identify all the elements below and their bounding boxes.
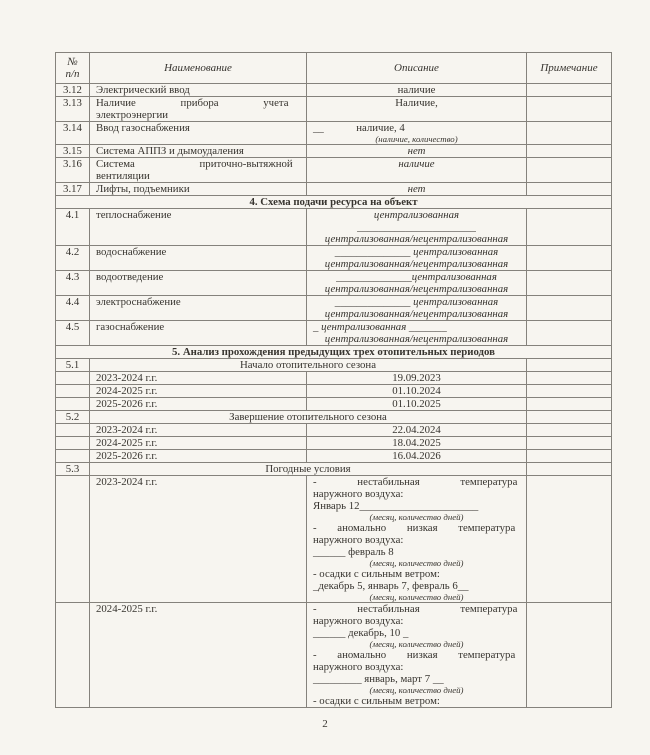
text-line: 16.04.2026 <box>392 450 441 462</box>
text-line: Январь 12______________________ <box>313 500 479 512</box>
name-cell <box>90 437 307 450</box>
text-line: 2023-2024 г.г. <box>96 372 158 384</box>
text-line: наружного воздуха: <box>313 488 404 500</box>
description-cell <box>307 437 527 450</box>
note-cell <box>527 385 612 398</box>
row-number-cell: 5.3 <box>56 463 90 476</box>
text-line: наружного воздуха: <box>313 661 404 673</box>
text-line: ______________ централизованная <box>334 296 499 308</box>
note-cell <box>527 158 612 183</box>
text-line: (месяц, количество дней) <box>369 512 464 522</box>
col-header-description: Описание <box>307 53 527 84</box>
note-cell <box>527 424 612 437</box>
page-number: 2 <box>322 718 328 730</box>
text-line: _________ январь, март 7 __ <box>313 673 444 685</box>
description-cell <box>307 209 527 246</box>
name-cell <box>90 145 307 158</box>
note-cell <box>527 97 612 122</box>
utilities-table <box>55 52 612 708</box>
row-number-cell: 3.13 <box>56 97 90 122</box>
note-cell <box>527 209 612 246</box>
text-line: централизованная/нецентрализованная <box>324 308 509 320</box>
note-cell <box>527 437 612 450</box>
text-line: водоотведение <box>96 271 164 283</box>
description-cell <box>307 603 527 708</box>
table-row <box>56 476 612 603</box>
row-number-cell <box>56 372 90 385</box>
text-line: (месяц, количество дней) <box>369 685 464 695</box>
text-line: нет <box>407 183 426 195</box>
row-number-cell: 4.3 <box>56 271 90 296</box>
description-cell <box>307 476 527 603</box>
subsection-title-cell: Начало отопительного сезона <box>90 359 527 372</box>
text-line: Лифты, подъемники <box>96 183 190 195</box>
description-cell <box>307 158 527 183</box>
table-row <box>56 145 612 158</box>
text-line: централизованная/нецентрализованная <box>324 258 509 270</box>
row-number-cell: 3.17 <box>56 183 90 196</box>
name-cell <box>90 84 307 97</box>
description-cell <box>307 97 527 122</box>
row-number-cell: 4.5 <box>56 321 90 346</box>
text-line: 2024-2025 г.г. <box>96 437 158 449</box>
row-number-cell: 3.14 <box>56 122 90 145</box>
col-header-note: Примечание <box>527 53 612 84</box>
text-line: газоснабжение <box>96 321 165 333</box>
row-number-cell <box>56 424 90 437</box>
note-cell <box>527 359 612 372</box>
text-line: 01.10.2024 <box>392 385 441 397</box>
description-cell <box>307 424 527 437</box>
table-row <box>56 450 612 463</box>
text-line: __ наличие, 4 <box>313 122 405 134</box>
subsection-title-cell: Погодные условия <box>90 463 527 476</box>
text-line: (месяц, количество дней) <box>369 639 464 649</box>
row-number-cell <box>56 603 90 708</box>
text-line: 2025-2026 г.г. <box>96 450 158 462</box>
text-line: Электрический ввод <box>96 84 190 96</box>
text-line: Наличие, <box>395 97 438 109</box>
text-line: - аномально низкая температура <box>313 649 516 661</box>
note-cell <box>527 246 612 271</box>
name-cell <box>90 321 307 346</box>
table-row <box>56 196 612 209</box>
text-line: электроэнергии <box>96 109 169 121</box>
name-cell <box>90 476 307 603</box>
subsection-title-cell: Завершение отопительного сезона <box>90 411 527 424</box>
description-cell <box>307 450 527 463</box>
note-cell <box>527 183 612 196</box>
note-cell <box>527 145 612 158</box>
col-header-name: Наименование <box>90 53 307 84</box>
text-line: вентиляции <box>96 170 150 182</box>
text-line: 2024-2025 г.г. <box>96 603 158 615</box>
text-line: (месяц, количество дней) <box>369 558 464 568</box>
text-line: (месяц, количество дней) <box>369 592 464 602</box>
note-cell <box>527 398 612 411</box>
table-row <box>56 209 612 246</box>
row-number-cell: 4.2 <box>56 246 90 271</box>
note-cell <box>527 450 612 463</box>
text-line: 01.10.2025 <box>392 398 441 410</box>
name-cell <box>90 372 307 385</box>
table-header-row <box>56 53 612 84</box>
table-row <box>56 122 612 145</box>
text-line: - нестабильная температура <box>313 476 518 488</box>
text-line: Наличие прибора учета <box>96 97 289 109</box>
row-number-cell <box>56 385 90 398</box>
col-header-num <box>56 53 90 84</box>
description-cell <box>307 145 527 158</box>
text-line: 2025-2026 г.г. <box>96 398 158 410</box>
name-cell <box>90 158 307 183</box>
name-cell <box>90 296 307 321</box>
row-number-cell: 5.2 <box>56 411 90 424</box>
text-line: Система приточно-вытяжной <box>96 158 293 170</box>
row-number-cell: 4.1 <box>56 209 90 246</box>
note-cell <box>527 411 612 424</box>
description-cell <box>307 122 527 145</box>
text-line: _ централизованная _______ <box>313 321 447 333</box>
text-line: централизованная/нецентрализованная <box>324 333 509 345</box>
row-number-cell <box>56 437 90 450</box>
description-cell <box>307 372 527 385</box>
text-line: наличие <box>397 84 436 96</box>
table-body <box>56 84 612 708</box>
name-cell <box>90 271 307 296</box>
text-line: ______ декабрь, 10 _ <box>313 627 409 639</box>
row-number-cell <box>56 450 90 463</box>
text-line: ______________ централизованная <box>334 246 499 258</box>
name-cell <box>90 398 307 411</box>
text-line: Ввод газоснабжения <box>96 122 190 134</box>
table-row <box>56 359 612 372</box>
text-line: ______________________ <box>357 221 476 233</box>
row-number-cell: 4.4 <box>56 296 90 321</box>
name-cell <box>90 385 307 398</box>
name-cell <box>90 122 307 145</box>
text-line: нет <box>407 145 426 157</box>
table-row <box>56 411 612 424</box>
text-line: - аномально низкая температура <box>313 522 516 534</box>
table-row <box>56 84 612 97</box>
description-cell <box>307 183 527 196</box>
col-header-num-line2: п/п <box>65 68 80 80</box>
text-line: 18.04.2025 <box>392 437 441 449</box>
text-line: 2024-2025 г.г. <box>96 385 158 397</box>
table-row <box>56 183 612 196</box>
row-number-cell <box>56 476 90 603</box>
text-line: водоснабжение <box>96 246 167 258</box>
row-number-cell: 5.1 <box>56 359 90 372</box>
text-line: _декабрь 5, январь 7, февраль 6__ <box>313 580 469 592</box>
row-number-cell <box>56 398 90 411</box>
row-number-cell: 3.15 <box>56 145 90 158</box>
text-line: 2023-2024 г.г. <box>96 476 158 488</box>
table-row <box>56 463 612 476</box>
name-cell <box>90 183 307 196</box>
note-cell <box>527 372 612 385</box>
text-line: Система АППЗ и дымоудаления <box>96 145 244 157</box>
text-line: централизованная/нецентрализованная <box>324 283 509 295</box>
text-line: - нестабильная температура <box>313 603 518 615</box>
name-cell <box>90 450 307 463</box>
table-row <box>56 296 612 321</box>
text-line: (наличие, количество) <box>375 134 458 144</box>
text-line: 2023-2024 г.г. <box>96 424 158 436</box>
note-cell <box>527 122 612 145</box>
name-cell <box>90 209 307 246</box>
name-cell <box>90 603 307 708</box>
text-line: электроснабжение <box>96 296 181 308</box>
table-row <box>56 437 612 450</box>
text-line: 19.09.2023 <box>392 372 441 384</box>
table-row <box>56 346 612 359</box>
text-line: централизованная <box>373 209 460 221</box>
description-cell <box>307 398 527 411</box>
description-cell <box>307 321 527 346</box>
text-line: - осадки с сильным ветром: <box>313 568 440 580</box>
section-header-cell: 5. Анализ прохождения предыдущих трех отопительных периодов <box>56 346 612 359</box>
note-cell <box>527 476 612 603</box>
description-cell <box>307 271 527 296</box>
table-row <box>56 158 612 183</box>
description-cell <box>307 385 527 398</box>
table-row <box>56 424 612 437</box>
table-row <box>56 372 612 385</box>
table-row <box>56 271 612 296</box>
table-row <box>56 321 612 346</box>
note-cell <box>527 84 612 97</box>
name-cell <box>90 97 307 122</box>
note-cell <box>527 321 612 346</box>
description-cell <box>307 84 527 97</box>
col-header-num-line1: № <box>67 56 78 68</box>
description-cell <box>307 296 527 321</box>
text-line: 22.04.2024 <box>392 424 441 436</box>
text-line: ______ февраль 8 <box>313 546 394 558</box>
name-cell <box>90 424 307 437</box>
text-line: - осадки с сильным ветром: <box>313 695 440 707</box>
table-row <box>56 398 612 411</box>
text-line: наружного воздуха: <box>313 534 404 546</box>
name-cell <box>90 246 307 271</box>
description-cell <box>307 246 527 271</box>
section-header-cell: 4. Схема подачи ресурса на объект <box>56 196 612 209</box>
row-number-cell: 3.16 <box>56 158 90 183</box>
text-line: централизованная/нецентрализованная <box>324 233 509 245</box>
table-row <box>56 246 612 271</box>
note-cell <box>527 296 612 321</box>
text-line: теплоснабжение <box>96 209 172 221</box>
note-cell <box>527 463 612 476</box>
table-row <box>56 97 612 122</box>
note-cell <box>527 603 612 708</box>
note-cell <box>527 271 612 296</box>
text-line: наружного воздуха: <box>313 615 404 627</box>
table-row <box>56 603 612 708</box>
text-line: ______________централизованная <box>336 271 497 283</box>
row-number-cell: 3.12 <box>56 84 90 97</box>
text-line: наличие <box>398 158 435 170</box>
table-row <box>56 385 612 398</box>
